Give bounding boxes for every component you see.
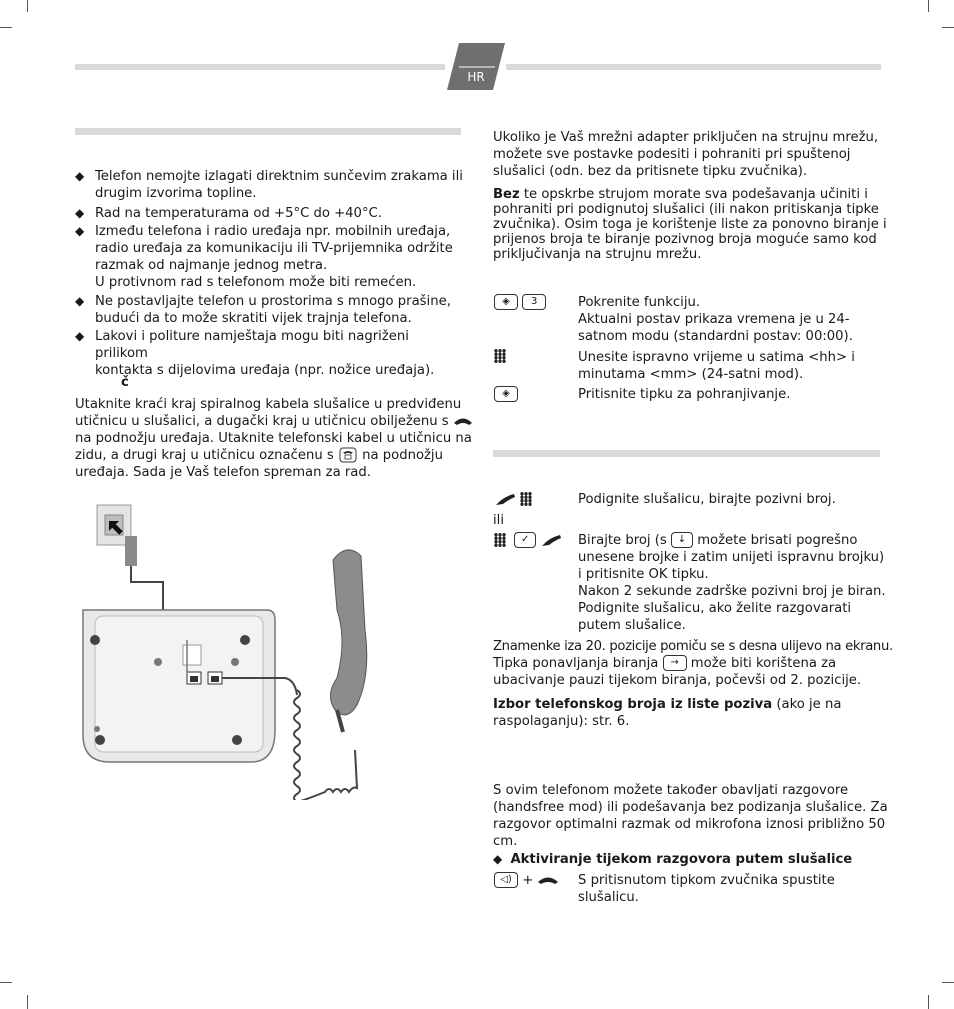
text-line: razgovor optimalni razmak od mikrofona iznosi približno 50 (493, 817, 886, 832)
header-bar-left (75, 64, 445, 70)
text-line: Aktualni postav prikaza vremena je u 24- (578, 312, 850, 327)
clock-keys (494, 294, 546, 311)
dial-row-1-text: Podignite slušalicu, birajte pozivni broj. (578, 492, 836, 507)
keypad-icon (494, 349, 506, 363)
bullet-line: budući da to može skratiti vijek trajnja telefona. (95, 311, 412, 326)
bullet-line: Rad na temperaturama od +5°C do +40°C. (95, 206, 382, 221)
key-3-label: 3 (531, 296, 538, 307)
text-line: zvučnika). Osim toga je korištenje liste za ponovno biranje i (493, 217, 887, 232)
crop-mark (942, 27, 954, 28)
text-line (493, 655, 836, 672)
bullet-line: kontakta s dijelovima uređaja (npr. nožice uređaja). (95, 363, 435, 378)
crop-mark (928, 995, 929, 1009)
menu-key-icon: ◈ (494, 294, 518, 310)
text-span: možete brisati pogrešno (697, 533, 858, 548)
text-line: Utaknite kraći kraj spiralnog kabela slušalice u predviđenu (75, 397, 462, 412)
text-line: putem slušalice. (578, 618, 686, 633)
text-line (75, 413, 473, 430)
text-line: uređaja. Sada je Vaš telefon spreman za rad. (75, 465, 371, 480)
text-line: slušalicu. (578, 890, 639, 905)
section-bar-right (493, 450, 880, 457)
clock-row-1 (578, 294, 888, 345)
text-line: pohraniti pri podignutoj slušalici (ili nakon pritiskanja tipke (493, 202, 879, 217)
crop-mark (0, 27, 12, 28)
text-line: Unesite ispravno vrijeme u satima <hh> i (578, 350, 855, 365)
bullet-line: Lakovi i politure namještaja mogu biti nagriženi prilikom (95, 329, 409, 361)
bullet-line: Između telefona i radio uređaja npr. mobilnih uređaja, (95, 224, 451, 239)
diamond-bullet-icon: ◆ (75, 206, 85, 220)
redial-key-icon: → (663, 655, 687, 671)
text-line: i pritisnite OK tipku. (578, 567, 709, 582)
text-span: zidu, a drugi kraj u utičnicu označenu s (75, 448, 334, 463)
text-line: Podignite slušalicu, ako želite razgovarati (578, 601, 852, 616)
text-line: Pritisnite tipku za pohranjivanje. (578, 387, 791, 402)
dial-row-1-icons (494, 491, 532, 508)
crop-mark (0, 982, 12, 983)
ili-label: ili (493, 513, 504, 528)
text-line: S ovim telefonom možete također obavljati razgovore (493, 783, 849, 798)
crop-mark (27, 0, 28, 12)
speaker-key-icon: ◁) (494, 872, 518, 888)
phone-connection-illustration (75, 500, 375, 800)
bullet-line: drugim izvorima topline. (95, 186, 257, 201)
bullet-line: Ne postavljajte telefon u prostorima s mnogo prašine, (95, 294, 451, 309)
text-line: na podnožju uređaja. Utaknite telefonski kabel u utičnicu na (75, 431, 472, 446)
text-span: te opskrbe strujom morate sva podešavanja učiniti i (519, 187, 868, 202)
diamond-bullet-icon: ◆ (75, 329, 85, 343)
diamond-bullet-icon: ◆ (75, 294, 85, 308)
telephone-socket-icon (338, 447, 358, 463)
bold-span: Izbor telefonskog broja iz liste poziva (493, 697, 773, 712)
crop-mark (928, 0, 929, 12)
diamond-bullet-icon: ◆ (493, 852, 503, 866)
text-line: Nakon 2 sekunde zadrške pozivni broj je biran. (578, 584, 886, 599)
speaker-row-text (578, 872, 888, 906)
diamond-bullet-icon: ◆ (75, 169, 85, 183)
text-line: prijenos broja te biranje pozivnog broja moguće samo kod (493, 232, 877, 247)
hang-up-handset-icon (537, 875, 559, 885)
activate-heading: Aktiviranje tijekom razgovora putem slušalice (510, 852, 853, 867)
bullet-line: radio uređaja za komunikaciju ili TV-prijemnika održite (95, 241, 453, 256)
text-line: možete sve postavke podesiti i pohraniti pri spuštenoj (493, 147, 851, 162)
text-span: na podnožju (362, 448, 443, 463)
text-line: cm. (493, 834, 518, 849)
section-bar-left (75, 128, 461, 135)
clock-row-3 (578, 386, 888, 403)
text-line: raspolaganju): str. 6. (493, 714, 630, 729)
connect-subheading: č (121, 375, 129, 390)
bold-span: Bez (493, 187, 520, 202)
text-line: priključivanja na strujnu mrežu. (493, 247, 702, 262)
text-line: S pritisnutom tipkom zvučnika spustite (578, 873, 835, 888)
speaker-row-icons (494, 872, 559, 889)
text-span: može biti korištena za (690, 656, 837, 671)
text-line: Znamenke iza 20. pozicije pomiču se s desna ulijevo na ekranu. (493, 639, 893, 654)
text-line: (handsfree mod) ili podešavanja bez podizanja slušalice. Za (493, 800, 888, 815)
text-span: (ako je na (772, 697, 842, 712)
keypad-icon (494, 533, 506, 547)
text-line: satnom modu (standardni postav: 00:00). (578, 329, 853, 344)
crop-mark (27, 995, 28, 1009)
text-line: Ukoliko je Vaš mrežni adapter priključen na strujnu mrežu, (493, 130, 879, 145)
dial-row-2-icons (494, 532, 562, 549)
text-line: Pokrenite funkciju. (578, 295, 701, 310)
ok-key-icon: ✓ (514, 532, 536, 548)
text-span: Birajte broj (s (578, 533, 667, 548)
key-3-icon (522, 294, 546, 310)
language-tab-label: HR (467, 70, 485, 84)
clock-row-2 (578, 349, 888, 383)
text-span: Tipka ponavljanja biranja (493, 656, 659, 671)
delete-key-icon: ↓ (671, 532, 693, 548)
text-line: slušalici (odn. bez da pritisnete tipku zvučnika). (493, 164, 808, 179)
dial-row-2-text (578, 532, 888, 634)
bullet-line: Telefon nemojte izlagati direktnim sunčevim zrakama ili (95, 169, 463, 184)
plus-sign: + (522, 873, 534, 888)
lift-handset-icon (540, 533, 562, 547)
header-bar-right (506, 64, 881, 70)
text-line (493, 187, 868, 202)
lift-handset-icon (494, 492, 516, 506)
menu-key-icon: ◈ (494, 386, 518, 402)
text-line: minutama <mm> (24-satni mod). (578, 367, 804, 382)
text-line (493, 696, 841, 713)
diamond-bullet-icon: ◆ (75, 224, 85, 238)
text-line: unesene brojke i zatim unijeti ispravnu brojku) (578, 550, 885, 565)
text-span: utičnicu u slušalici, a dugački kraj u utičnicu obilježenu s (75, 414, 449, 429)
text-line (578, 532, 888, 549)
activate-heading-row (493, 851, 852, 868)
bullet-line: U protivnom rad s telefonom može biti remećen. (95, 275, 417, 290)
handset-icon (453, 416, 473, 426)
keypad-icon (520, 492, 532, 506)
crop-mark (942, 982, 954, 983)
text-line (75, 447, 443, 464)
text-line: ubacivanje pauzi tijekom biranja, počevši od 2. pozicije. (493, 673, 862, 688)
bullet-line: razmak od najmanje jednog metra. (95, 258, 328, 273)
